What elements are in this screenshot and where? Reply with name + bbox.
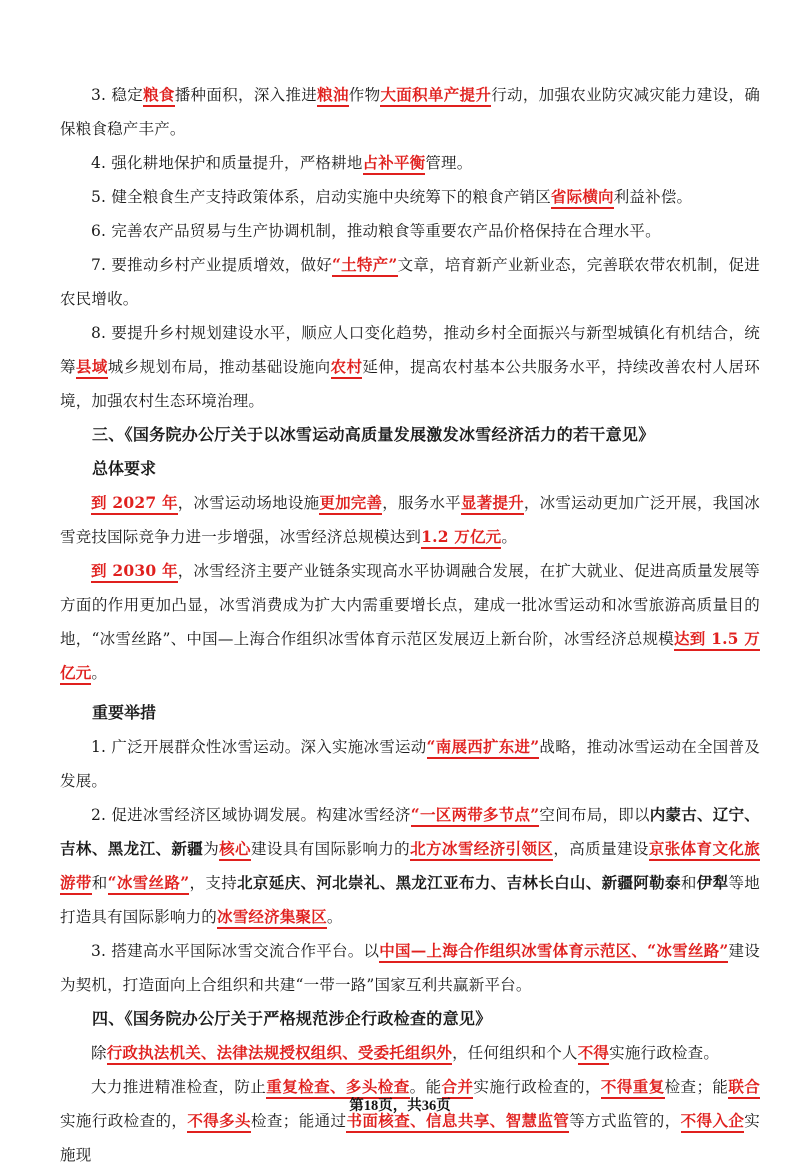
highlight: 书面核查、信息共享、智慧监管 (346, 1111, 569, 1133)
highlight: 县域 (76, 357, 108, 379)
highlight: 占补平衡 (363, 153, 426, 175)
inspection-rule-2: 大力推进精准检查，防止重复检查、多头检查。能合并实施行政检查的，不得重复检查；能联合实施行政检查的，不得多头检查；能通过书面核查、信息共享、智慧监管等方式监管的，不得入企实施现 (60, 1077, 760, 1164)
key-measures-title: 重要举措 (92, 703, 157, 722)
inspection-rule-1: 除行政执法机关、法律法规授权组织、受委托组织外，任何组织和个人不得实施行政检查。 (60, 1036, 760, 1070)
measure-2: 2. 促进冰雪经济区域协调发展。构建冰雪经济“一区两带多节点”空间布局，即以内蒙古、辽宁、吉林、黑龙江、新疆为核心建设具有国际影响力的北方冰雪经济引领区，高质量建设京张体育文化旅游带和“冰雪丝路”，支持北京延庆、河北崇礼、黑龙江亚布力、吉林长白山、新疆阿勒泰和伊犁等地打造具有国际影响力的冰雪经济集聚区。 (60, 798, 760, 934)
highlight: 重复检查、多头检查 (266, 1077, 409, 1099)
highlight: “土特产” (332, 255, 398, 277)
highlight: 粮食 (143, 85, 175, 107)
highlight: 联合 (728, 1077, 760, 1099)
highlight: 行政执法机关、法律法规授权组织、受委托组织外 (107, 1043, 452, 1065)
measure-1: 1. 广泛开展群众性冰雪运动。深入实施冰雪运动“南展西扩东进”战略，推动冰雪运动在全国普及发展。 (60, 737, 760, 790)
section-4-heading: 四、《国务院办公厅关于严格规范涉企行政检查的意见》 (92, 1009, 492, 1028)
highlight: 农村 (331, 357, 363, 379)
goal-2027: 到 2027 年，冰雪运动场地设施更加完善，服务水平显著提升，冰雪运动更加广泛开展，我国冰雪竞技国际竞争力进一步增强，冰雪经济总规模达到1.2 万亿元。 (60, 486, 760, 554)
overall-requirements-title: 总体要求 (92, 459, 157, 478)
highlight: 省际横向 (551, 187, 614, 209)
highlight: 不得入企 (681, 1111, 745, 1133)
bold-text: 内蒙古、辽宁、吉林、黑龙江、新疆 (60, 805, 760, 858)
highlight: 冰雪经济集聚区 (217, 907, 327, 929)
highlight: 更加完善 (319, 493, 382, 515)
item-8: 8. 要提升乡村规划建设水平，顺应人口变化趋势，推动乡村全面振兴与新型城镇化有机结合，统筹县域城乡规划布局，推动基础设施向农村延伸，提高农村基本公共服务水平，持续改善农村人居环境，加强农村生态环境治理。 (60, 324, 760, 410)
highlight: “冰雪丝路” (108, 873, 190, 895)
highlight: 不得多头 (187, 1111, 251, 1133)
highlight: 北方冰雪经济引领区 (410, 839, 553, 861)
measure-3: 3. 搭建高水平国际冰雪交流合作平台。以中国—上海合作组织冰雪体育示范区、“冰雪丝路”建设为契机，打造面向上合组织和共建“一带一路”国家互利共赢新平台。 (60, 941, 761, 994)
highlight: “南展西扩东进” (427, 737, 540, 759)
highlight: 不得 (578, 1043, 609, 1065)
highlight: 中国—上海合作组织冰雪体育示范区、“冰雪丝路” (379, 941, 728, 963)
item-5: 5. 健全粮食生产支持政策体系，启动实施中央统筹下的粮食产销区省际横向利益补偿。 (60, 180, 760, 214)
section-3-heading: 三、《国务院办公厅关于以冰雪运动高质量发展激发冰雪经济活力的若干意见》 (92, 425, 655, 444)
page-number: 第18页，共36页 (349, 1098, 451, 1114)
highlight: 显著提升 (461, 493, 524, 515)
item-3: 3. 稳定粮食播种面积，深入推进粮油作物大面积单产提升行动，加强农业防灾减灾能力建设，确保粮食稳产丰产。 (60, 85, 761, 138)
item-6: 6. 完善农产品贸易与生产协调机制，推动粮食等重要农产品价格保持在合理水平。 (91, 222, 661, 240)
highlight: 粮油 (317, 85, 349, 107)
highlight: 大面积单产提升 (380, 85, 491, 107)
highlight: 京张体育文化旅游带 (60, 839, 760, 895)
highlight: 合并 (442, 1077, 474, 1099)
highlight: 到 2030 年 (91, 561, 178, 583)
item-7: 7. 要推动乡村产业提质增效，做好“土特产”文章，培育新产业新业态，完善联农带农机制，促进农民增收。 (60, 255, 760, 308)
bold-text: 伊犁 (696, 873, 729, 892)
highlight: 到 2027 年 (91, 493, 178, 515)
goal-2030: 到 2030 年，冰雪经济主要产业链条实现高水平协调融合发展，在扩大就业、促进高质量发展等方面的作用更加凸显，冰雪消费成为扩大内需重要增长点，建成一批冰雪运动和冰雪旅游高质量目的地，“冰雪丝路”、中国—上海合作组织冰雪体育示范区发展迈上新台阶，冰雪经济总规模达到 1.5 万亿元。 (60, 554, 760, 690)
highlight: “一区两带多节点” (411, 805, 540, 827)
highlight: 不得重复 (601, 1077, 665, 1099)
highlight: 达到 1.5 万亿元 (60, 629, 760, 685)
highlight: 1.2 万亿元 (421, 527, 501, 549)
bold-text: 北京延庆、河北崇礼、黑龙江亚布力、吉林长白山、新疆阿勒泰 (237, 873, 681, 892)
highlight: 核心 (219, 839, 251, 861)
item-4: 4. 强化耕地保护和质量提升，严格耕地占补平衡管理。 (60, 146, 760, 180)
